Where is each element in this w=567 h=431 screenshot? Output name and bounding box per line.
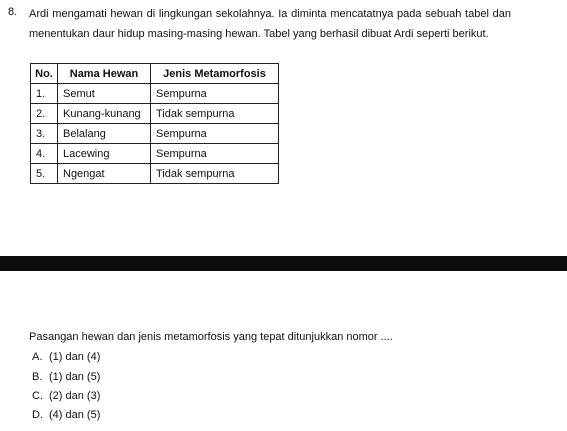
option-text: (2) dan (3): [49, 390, 101, 402]
answer-option-b[interactable]: [32, 370, 100, 384]
cell-no: 3.: [31, 124, 58, 144]
cell-jenis-metamorfosis: Tidak sempurna: [151, 104, 279, 124]
table-row: [31, 84, 279, 104]
cell-nama-hewan: Semut: [58, 84, 151, 104]
cell-no: 2.: [31, 104, 58, 124]
cell-jenis-metamorfosis: Sempurna: [151, 124, 279, 144]
cell-jenis-metamorfosis: Tidak sempurna: [151, 164, 279, 184]
table-header-row: [31, 64, 279, 84]
question-text: Ardi mengamati hewan di lingkungan sekolahnya. Ia diminta mencatatnya pada sebuah tabel dan menentukan daur hidup masing-masing hewan. Tabel yang berhasil dibuat Ardi seperti berikut.: [29, 8, 511, 40]
cell-no: 4.: [31, 144, 58, 164]
table-row: [31, 124, 279, 144]
table-row: [31, 164, 279, 184]
cell-jenis-metamorfosis: Sempurna: [151, 144, 279, 164]
option-letter: C.: [32, 390, 43, 402]
page-separator-band: [0, 256, 567, 271]
cell-jenis-metamorfosis: Sempurna: [151, 84, 279, 104]
answer-option-a[interactable]: [32, 350, 100, 364]
question-prompt: Pasangan hewan dan jenis metamorfosis yang tepat ditunjukkan nomor ....: [29, 331, 393, 343]
cell-no: 1.: [31, 84, 58, 104]
answer-option-d[interactable]: [32, 408, 100, 422]
header-jenis-metamorfosis: Jenis Metamorfosis: [151, 64, 279, 84]
header-no: No.: [31, 64, 58, 84]
question-number: 8.: [8, 6, 18, 18]
option-letter: B.: [32, 371, 43, 383]
cell-nama-hewan: Ngengat: [58, 164, 151, 184]
cell-nama-hewan: Belalang: [58, 124, 151, 144]
option-text: (1) dan (4): [49, 351, 101, 363]
answer-option-c[interactable]: [32, 389, 100, 403]
option-letter: A.: [32, 351, 43, 363]
option-letter: D.: [32, 409, 43, 421]
header-nama-hewan: Nama Hewan: [58, 64, 151, 84]
cell-nama-hewan: Lacewing: [58, 144, 151, 164]
animal-metamorphosis-table: [30, 63, 279, 184]
option-text: (1) dan (5): [49, 371, 101, 383]
option-text: (4) dan (5): [49, 409, 101, 421]
cell-nama-hewan: Kunang-kunang: [58, 104, 151, 124]
table-row: [31, 144, 279, 164]
table-row: [31, 104, 279, 124]
cell-no: 5.: [31, 164, 58, 184]
